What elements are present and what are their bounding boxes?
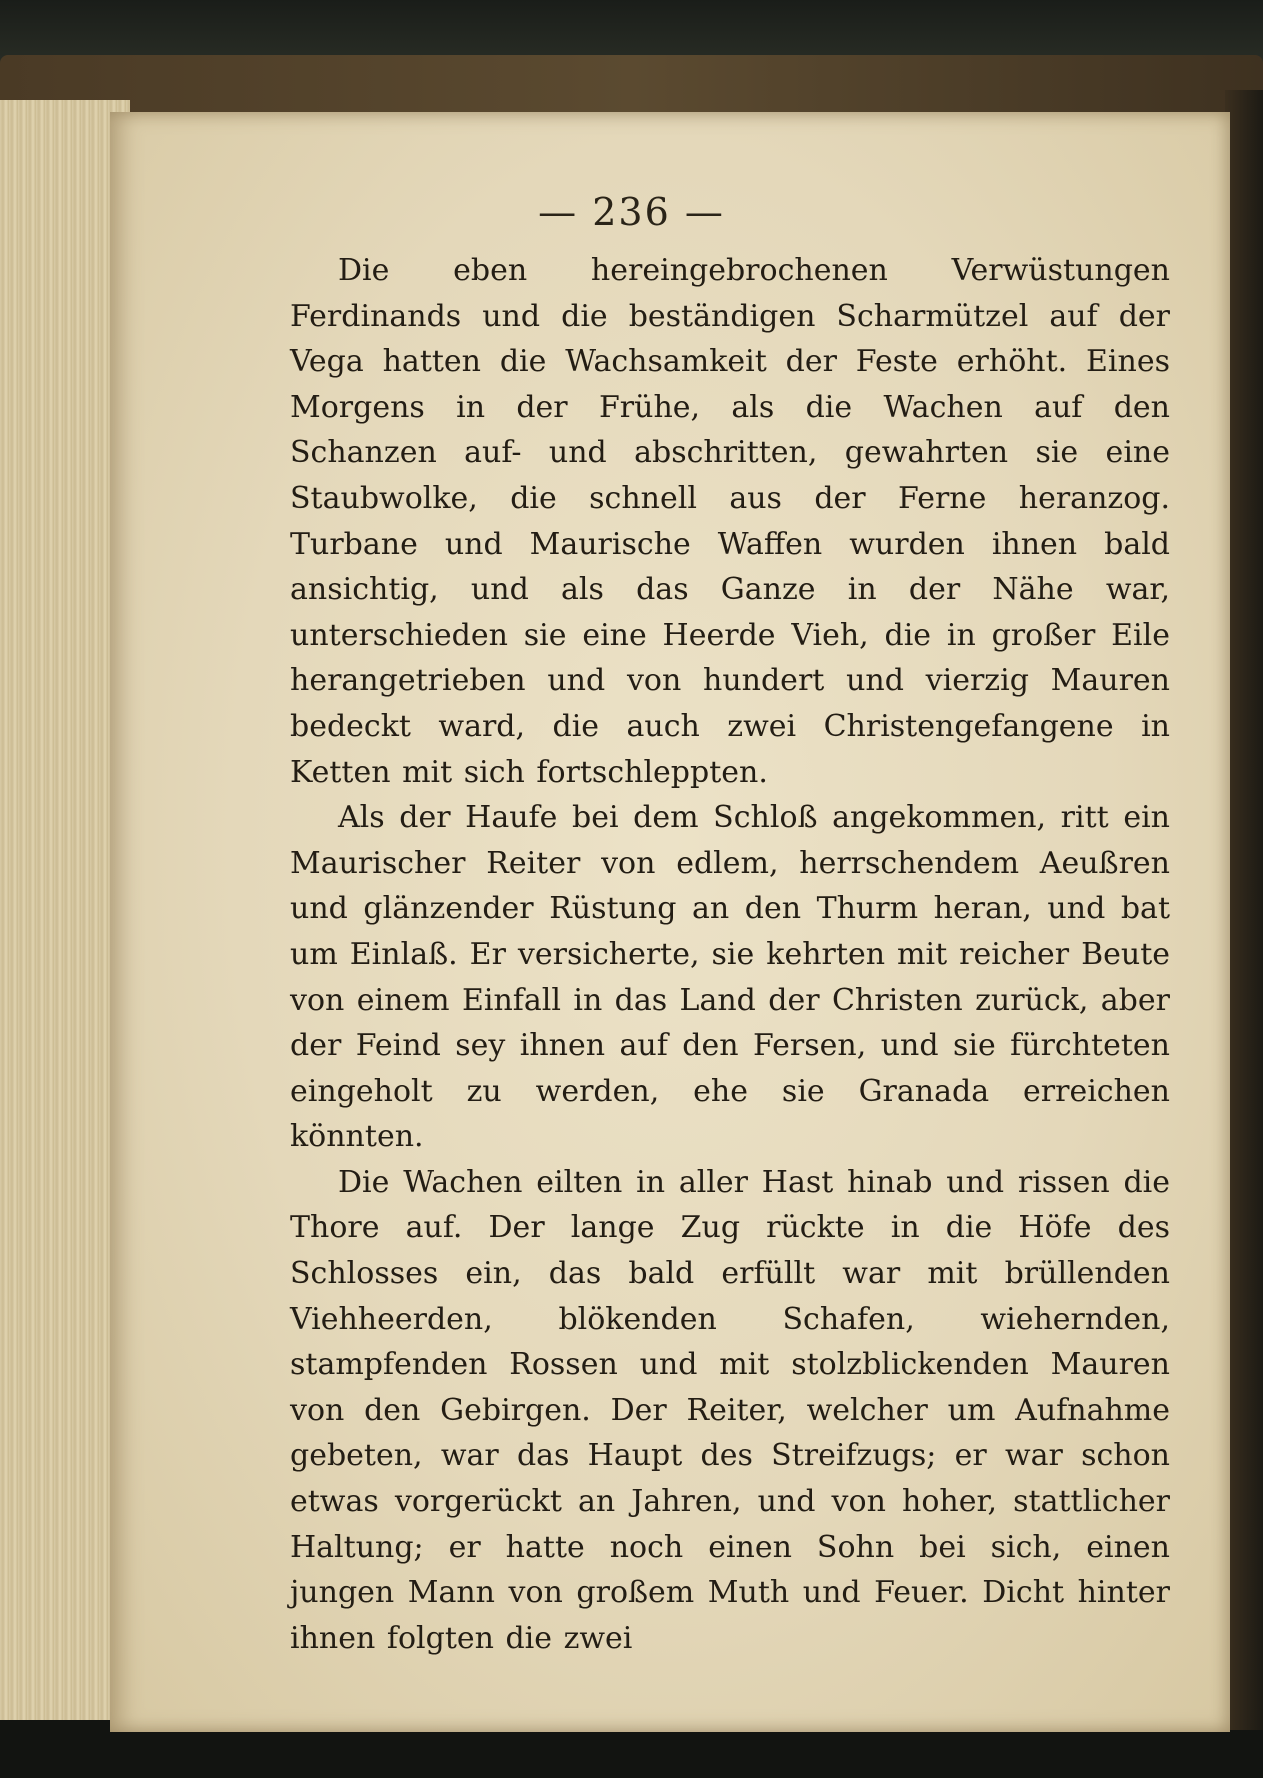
paragraph-3: Die Wachen eilten in aller Hast hinab und rissen die Thore auf. Der lange Zug rückte in die Höfe des Schlosses ein, das bald erfüllt war mit brüllenden Viehheerden, blökenden Schafen, wiehernden, stampfenden Rossen und mit stolzblickenden Mauren von den Gebirgen. Der Reiter, welcher um Aufnahme gebeten, war das Haupt des Streifzugs; er war schon etwas vorgerückt an Jahren, und von hoher, stattlicher Haltung; er hatte noch einen Sohn bei sich, einen jungen Mann von großem Muth und Feuer. Dicht hinter ihnen folgten die zwei xyxy=(290,1164,1170,1656)
page-number: — 236 — xyxy=(538,190,725,234)
page-text xyxy=(290,248,1170,1661)
paragraph-2: Als der Haufe bei dem Schloß angekommen, ritt ein Maurischer Reiter von edlem, herrschendem Aeußren und glänzender Rüstung an den Thurm heran, und bat um Einlaß. Er versicherte, sie kehrten mit reicher Beute von einem Einfall in das Land der Christen zurück, aber der Feind sey ihnen auf den Fersen, und sie fürchteten eingeholt zu werden, ehe sie Granada erreichen könnten. xyxy=(290,800,1170,1155)
paragraph-1: Die eben hereingebrochenen Verwüstungen Ferdinands und die beständigen Scharmützel auf der Vega hatten die Wachsamkeit der Feste erhöht. Eines Morgens in der Frühe, als die Wachen auf den Schanzen auf- und abschritten, gewahrten sie eine Staubwolke, die schnell aus der Ferne heranzog. Turbane und Maurische Waffen wurden ihnen bald ansichtig, und als das Ganze in der Nähe war, unterschieden sie eine Heerde Vieh, die in großer Eile herangetrieben und von hundert und vierzig Mauren bedeckt ward, die auch zwei Christengefangene in Ketten mit sich fortschleppten. xyxy=(290,253,1170,790)
page-shadow-right xyxy=(1225,90,1263,1730)
